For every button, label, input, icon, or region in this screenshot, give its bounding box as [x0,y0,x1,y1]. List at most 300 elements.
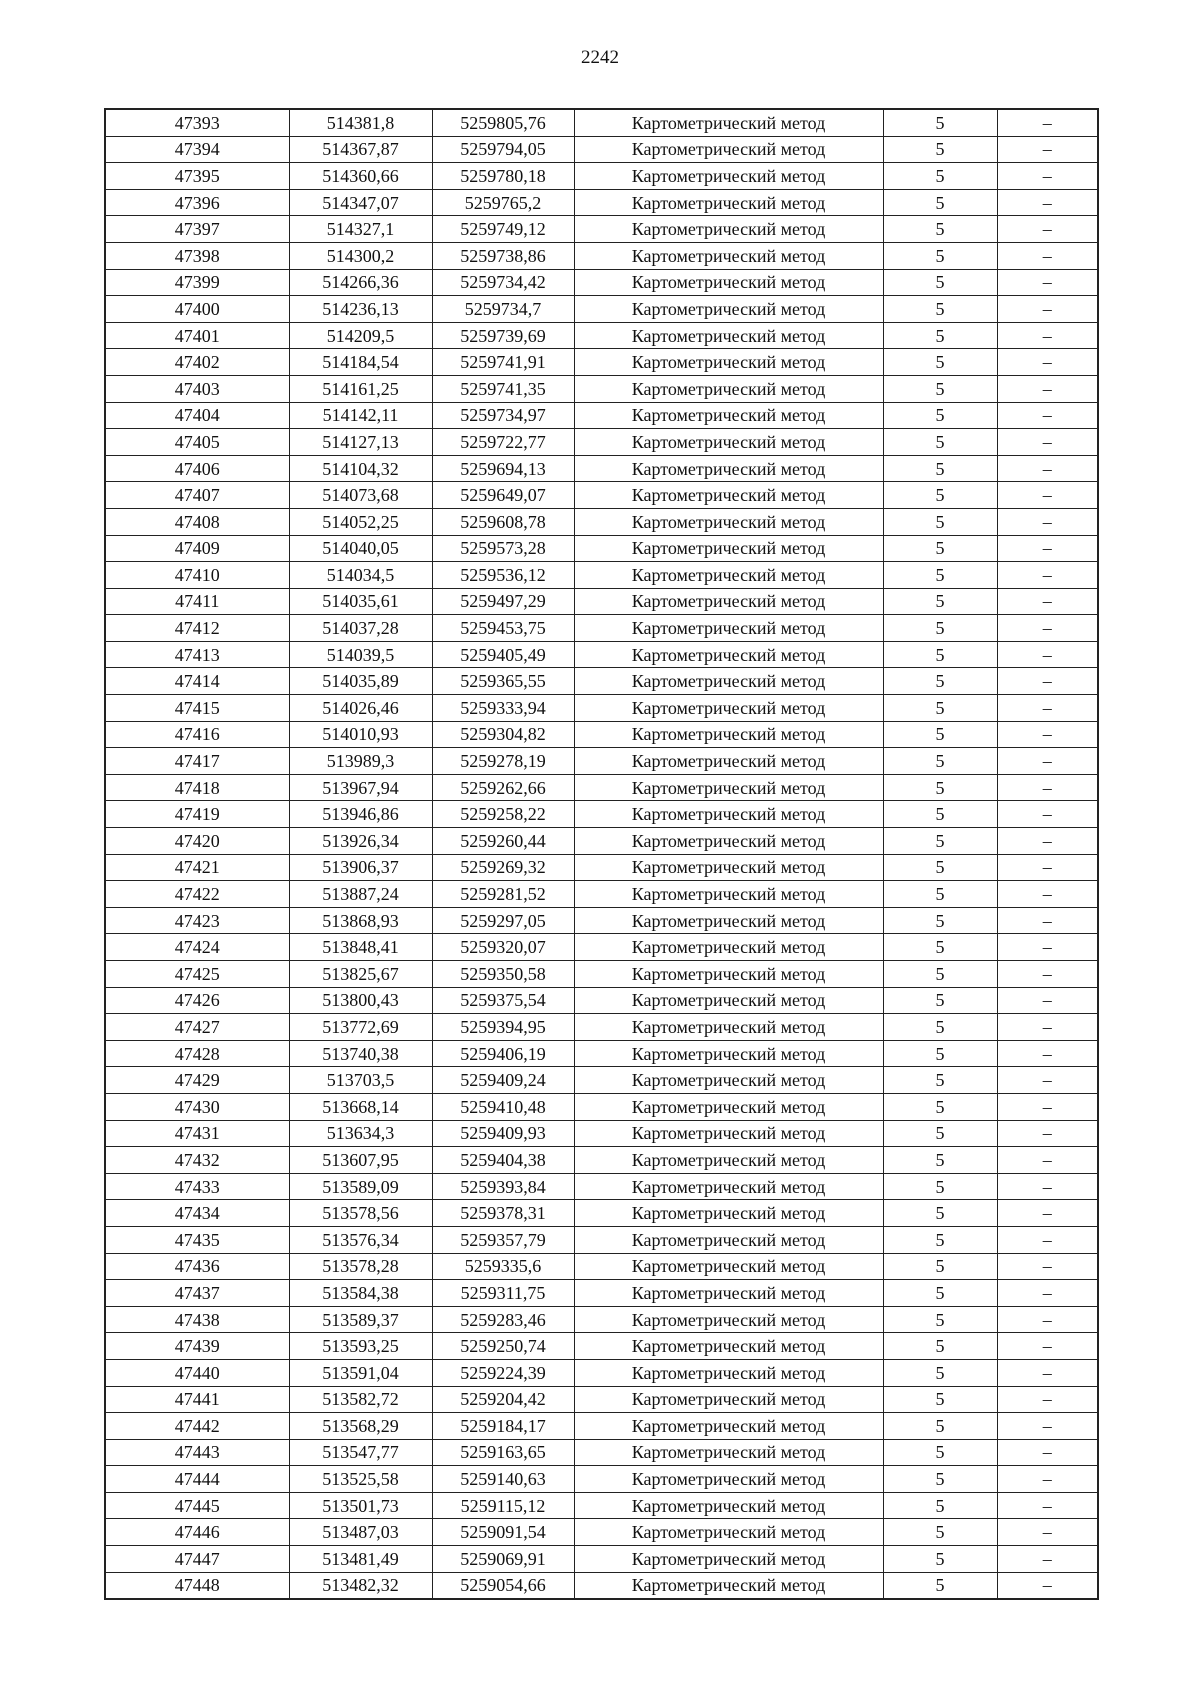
x-coordinate-cell: 514010,93 [289,721,432,748]
table-row [105,1466,1098,1493]
method-cell: Картометрический метод [574,402,883,429]
y-coordinate-cell: 5259278,19 [432,748,574,775]
note-cell: – [997,1546,1098,1573]
accuracy-cell: 5 [883,429,997,456]
y-coordinate-cell: 5259320,07 [432,934,574,961]
method-cell: Картометрический метод [574,189,883,216]
method-cell: Картометрический метод [574,1359,883,1386]
accuracy-cell: 5 [883,907,997,934]
note-cell: – [997,296,1098,323]
note-cell: – [997,1014,1098,1041]
y-coordinate-cell: 5259269,32 [432,854,574,881]
y-coordinate-cell: 5259738,86 [432,242,574,269]
method-cell: Картометрический метод [574,1253,883,1280]
note-cell: – [997,641,1098,668]
accuracy-cell: 5 [883,109,997,136]
x-coordinate-cell: 513525,58 [289,1466,432,1493]
accuracy-cell: 5 [883,1333,997,1360]
x-coordinate-cell: 514052,25 [289,508,432,535]
table-row [105,881,1098,908]
y-coordinate-cell: 5259260,44 [432,828,574,855]
page-number: 2242 [581,47,619,68]
point-number-cell: 47434 [105,1200,289,1227]
note-cell: – [997,189,1098,216]
table-body [105,109,1098,1599]
x-coordinate-cell: 514040,05 [289,535,432,562]
method-cell: Картометрический метод [574,907,883,934]
x-coordinate-cell: 513547,77 [289,1439,432,1466]
point-number-cell: 47396 [105,189,289,216]
table-row [105,455,1098,482]
point-number-cell: 47405 [105,429,289,456]
note-cell: – [997,588,1098,615]
y-coordinate-cell: 5259649,07 [432,482,574,509]
y-coordinate-cell: 5259115,12 [432,1492,574,1519]
accuracy-cell: 5 [883,774,997,801]
method-cell: Картометрический метод [574,854,883,881]
accuracy-cell: 5 [883,801,997,828]
table-row [105,588,1098,615]
note-cell: – [997,375,1098,402]
point-number-cell: 47399 [105,269,289,296]
method-cell: Картометрический метод [574,1572,883,1599]
point-number-cell: 47416 [105,721,289,748]
y-coordinate-cell: 5259357,79 [432,1226,574,1253]
note-cell: – [997,216,1098,243]
note-cell: – [997,429,1098,456]
table-row [105,1306,1098,1333]
table-row [105,136,1098,163]
point-number-cell: 47411 [105,588,289,615]
method-cell: Картометрический метод [574,1413,883,1440]
x-coordinate-cell: 513825,67 [289,961,432,988]
note-cell: – [997,1306,1098,1333]
note-cell: – [997,907,1098,934]
accuracy-cell: 5 [883,1359,997,1386]
method-cell: Картометрический метод [574,429,883,456]
y-coordinate-cell: 5259722,77 [432,429,574,456]
x-coordinate-cell: 513668,14 [289,1093,432,1120]
accuracy-cell: 5 [883,987,997,1014]
accuracy-cell: 5 [883,1147,997,1174]
point-number-cell: 47428 [105,1040,289,1067]
y-coordinate-cell: 5259184,17 [432,1413,574,1440]
x-coordinate-cell: 513926,34 [289,828,432,855]
accuracy-cell: 5 [883,1014,997,1041]
accuracy-cell: 5 [883,1519,997,1546]
note-cell: – [997,695,1098,722]
y-coordinate-cell: 5259281,52 [432,881,574,908]
method-cell: Картометрический метод [574,1147,883,1174]
accuracy-cell: 5 [883,828,997,855]
x-coordinate-cell: 514236,13 [289,296,432,323]
method-cell: Картометрический метод [574,242,883,269]
y-coordinate-cell: 5259258,22 [432,801,574,828]
table-row [105,1067,1098,1094]
accuracy-cell: 5 [883,508,997,535]
x-coordinate-cell: 514073,68 [289,482,432,509]
point-number-cell: 47445 [105,1492,289,1519]
table-row [105,1386,1098,1413]
note-cell: – [997,402,1098,429]
table-row [105,854,1098,881]
method-cell: Картометрический метод [574,748,883,775]
note-cell: – [997,987,1098,1014]
note-cell: – [997,1067,1098,1094]
method-cell: Картометрический метод [574,136,883,163]
x-coordinate-cell: 513887,24 [289,881,432,908]
accuracy-cell: 5 [883,934,997,961]
x-coordinate-cell: 513868,93 [289,907,432,934]
method-cell: Картометрический метод [574,774,883,801]
note-cell: – [997,562,1098,589]
method-cell: Картометрический метод [574,1306,883,1333]
method-cell: Картометрический метод [574,562,883,589]
y-coordinate-cell: 5259250,74 [432,1333,574,1360]
table-row [105,109,1098,136]
point-number-cell: 47401 [105,322,289,349]
note-cell: – [997,269,1098,296]
method-cell: Картометрический метод [574,828,883,855]
accuracy-cell: 5 [883,721,997,748]
note-cell: – [997,482,1098,509]
point-number-cell: 47423 [105,907,289,934]
accuracy-cell: 5 [883,189,997,216]
point-number-cell: 47410 [105,562,289,589]
point-number-cell: 47437 [105,1280,289,1307]
point-number-cell: 47433 [105,1173,289,1200]
note-cell: – [997,535,1098,562]
y-coordinate-cell: 5259297,05 [432,907,574,934]
accuracy-cell: 5 [883,1253,997,1280]
accuracy-cell: 5 [883,1173,997,1200]
table-row [105,429,1098,456]
y-coordinate-cell: 5259734,97 [432,402,574,429]
note-cell: – [997,1253,1098,1280]
table-row [105,1572,1098,1599]
method-cell: Картометрический метод [574,721,883,748]
method-cell: Картометрический метод [574,961,883,988]
table-row [105,668,1098,695]
table-row [105,1093,1098,1120]
accuracy-cell: 5 [883,1226,997,1253]
table-row [105,1546,1098,1573]
y-coordinate-cell: 5259497,29 [432,588,574,615]
accuracy-cell: 5 [883,375,997,402]
y-coordinate-cell: 5259375,54 [432,987,574,1014]
note-cell: – [997,242,1098,269]
method-cell: Картометрический метод [574,1040,883,1067]
accuracy-cell: 5 [883,242,997,269]
point-number-cell: 47394 [105,136,289,163]
table-row [105,1519,1098,1546]
y-coordinate-cell: 5259780,18 [432,163,574,190]
note-cell: – [997,961,1098,988]
point-number-cell: 47436 [105,1253,289,1280]
point-number-cell: 47408 [105,508,289,535]
method-cell: Картометрический метод [574,668,883,695]
point-number-cell: 47400 [105,296,289,323]
note-cell: – [997,1280,1098,1307]
x-coordinate-cell: 514266,36 [289,269,432,296]
x-coordinate-cell: 513740,38 [289,1040,432,1067]
note-cell: – [997,1439,1098,1466]
accuracy-cell: 5 [883,588,997,615]
x-coordinate-cell: 513578,56 [289,1200,432,1227]
accuracy-cell: 5 [883,748,997,775]
y-coordinate-cell: 5259405,49 [432,641,574,668]
table-row [105,774,1098,801]
note-cell: – [997,1120,1098,1147]
y-coordinate-cell: 5259404,38 [432,1147,574,1174]
note-cell: – [997,1572,1098,1599]
point-number-cell: 47441 [105,1386,289,1413]
y-coordinate-cell: 5259734,7 [432,296,574,323]
accuracy-cell: 5 [883,562,997,589]
point-number-cell: 47425 [105,961,289,988]
y-coordinate-cell: 5259091,54 [432,1519,574,1546]
point-number-cell: 47444 [105,1466,289,1493]
note-cell: – [997,828,1098,855]
accuracy-cell: 5 [883,1120,997,1147]
table-row [105,242,1098,269]
point-number-cell: 47438 [105,1306,289,1333]
point-number-cell: 47393 [105,109,289,136]
x-coordinate-cell: 513482,32 [289,1572,432,1599]
x-coordinate-cell: 514026,46 [289,695,432,722]
coordinates-table [104,108,1099,1600]
method-cell: Картометрический метод [574,1120,883,1147]
table-row [105,1280,1098,1307]
point-number-cell: 47403 [105,375,289,402]
table-row [105,615,1098,642]
note-cell: – [997,163,1098,190]
point-number-cell: 47432 [105,1147,289,1174]
y-coordinate-cell: 5259054,66 [432,1572,574,1599]
y-coordinate-cell: 5259394,95 [432,1014,574,1041]
y-coordinate-cell: 5259333,94 [432,695,574,722]
accuracy-cell: 5 [883,1386,997,1413]
point-number-cell: 47448 [105,1572,289,1599]
accuracy-cell: 5 [883,1466,997,1493]
point-number-cell: 47419 [105,801,289,828]
accuracy-cell: 5 [883,854,997,881]
table-row [105,269,1098,296]
note-cell: – [997,615,1098,642]
method-cell: Картометрический метод [574,375,883,402]
table-row [105,189,1098,216]
table-row [105,1492,1098,1519]
note-cell: – [997,1413,1098,1440]
point-number-cell: 47446 [105,1519,289,1546]
y-coordinate-cell: 5259453,75 [432,615,574,642]
table-row [105,1040,1098,1067]
table-row [105,801,1098,828]
accuracy-cell: 5 [883,216,997,243]
table-row [105,1200,1098,1227]
method-cell: Картометрический метод [574,1173,883,1200]
point-number-cell: 47397 [105,216,289,243]
note-cell: – [997,136,1098,163]
note-cell: – [997,668,1098,695]
x-coordinate-cell: 513946,86 [289,801,432,828]
accuracy-cell: 5 [883,1492,997,1519]
accuracy-cell: 5 [883,1280,997,1307]
y-coordinate-cell: 5259410,48 [432,1093,574,1120]
table-row [105,163,1098,190]
x-coordinate-cell: 513593,25 [289,1333,432,1360]
method-cell: Картометрический метод [574,482,883,509]
y-coordinate-cell: 5259409,24 [432,1067,574,1094]
accuracy-cell: 5 [883,535,997,562]
accuracy-cell: 5 [883,1413,997,1440]
note-cell: – [997,721,1098,748]
method-cell: Картометрический метод [574,801,883,828]
x-coordinate-cell: 514347,07 [289,189,432,216]
note-cell: – [997,1492,1098,1519]
method-cell: Картометрический метод [574,349,883,376]
x-coordinate-cell: 514035,89 [289,668,432,695]
table-row [105,562,1098,589]
x-coordinate-cell: 513967,94 [289,774,432,801]
method-cell: Картометрический метод [574,508,883,535]
note-cell: – [997,854,1098,881]
point-number-cell: 47407 [105,482,289,509]
accuracy-cell: 5 [883,296,997,323]
y-coordinate-cell: 5259741,35 [432,375,574,402]
x-coordinate-cell: 514360,66 [289,163,432,190]
accuracy-cell: 5 [883,1093,997,1120]
x-coordinate-cell: 514381,8 [289,109,432,136]
y-coordinate-cell: 5259262,66 [432,774,574,801]
accuracy-cell: 5 [883,641,997,668]
accuracy-cell: 5 [883,349,997,376]
method-cell: Картометрический метод [574,269,883,296]
point-number-cell: 47395 [105,163,289,190]
table-row [105,322,1098,349]
x-coordinate-cell: 514367,87 [289,136,432,163]
table-row [105,934,1098,961]
x-coordinate-cell: 513584,38 [289,1280,432,1307]
table-row [105,1120,1098,1147]
point-number-cell: 47418 [105,774,289,801]
x-coordinate-cell: 514039,5 [289,641,432,668]
point-number-cell: 47414 [105,668,289,695]
accuracy-cell: 5 [883,1306,997,1333]
point-number-cell: 47429 [105,1067,289,1094]
accuracy-cell: 5 [883,668,997,695]
table-row [105,349,1098,376]
method-cell: Картометрический метод [574,1439,883,1466]
method-cell: Картометрический метод [574,1200,883,1227]
method-cell: Картометрический метод [574,1014,883,1041]
accuracy-cell: 5 [883,402,997,429]
y-coordinate-cell: 5259765,2 [432,189,574,216]
y-coordinate-cell: 5259805,76 [432,109,574,136]
method-cell: Картометрический метод [574,695,883,722]
y-coordinate-cell: 5259224,39 [432,1359,574,1386]
method-cell: Картометрический метод [574,455,883,482]
method-cell: Картометрический метод [574,535,883,562]
y-coordinate-cell: 5259739,69 [432,322,574,349]
method-cell: Картометрический метод [574,615,883,642]
accuracy-cell: 5 [883,961,997,988]
note-cell: – [997,508,1098,535]
y-coordinate-cell: 5259204,42 [432,1386,574,1413]
method-cell: Картометрический метод [574,1280,883,1307]
method-cell: Картометрический метод [574,216,883,243]
accuracy-cell: 5 [883,1439,997,1466]
x-coordinate-cell: 513501,73 [289,1492,432,1519]
point-number-cell: 47447 [105,1546,289,1573]
note-cell: – [997,1359,1098,1386]
accuracy-cell: 5 [883,322,997,349]
note-cell: – [997,1147,1098,1174]
method-cell: Картометрический метод [574,881,883,908]
accuracy-cell: 5 [883,269,997,296]
note-cell: – [997,1333,1098,1360]
y-coordinate-cell: 5259393,84 [432,1173,574,1200]
x-coordinate-cell: 513703,5 [289,1067,432,1094]
x-coordinate-cell: 514161,25 [289,375,432,402]
method-cell: Картометрический метод [574,1466,883,1493]
point-number-cell: 47412 [105,615,289,642]
x-coordinate-cell: 514127,13 [289,429,432,456]
table-row [105,402,1098,429]
x-coordinate-cell: 514142,11 [289,402,432,429]
table-row [105,1439,1098,1466]
table-row [105,828,1098,855]
y-coordinate-cell: 5259573,28 [432,535,574,562]
note-cell: – [997,1466,1098,1493]
table-row [105,1253,1098,1280]
x-coordinate-cell: 513800,43 [289,987,432,1014]
note-cell: – [997,1386,1098,1413]
method-cell: Картометрический метод [574,1226,883,1253]
method-cell: Картометрический метод [574,1492,883,1519]
x-coordinate-cell: 514300,2 [289,242,432,269]
y-coordinate-cell: 5259069,91 [432,1546,574,1573]
point-number-cell: 47420 [105,828,289,855]
table-row [105,535,1098,562]
table-row [105,1359,1098,1386]
x-coordinate-cell: 513848,41 [289,934,432,961]
x-coordinate-cell: 513582,72 [289,1386,432,1413]
method-cell: Картометрический метод [574,322,883,349]
x-coordinate-cell: 513591,04 [289,1359,432,1386]
accuracy-cell: 5 [883,615,997,642]
x-coordinate-cell: 513589,09 [289,1173,432,1200]
x-coordinate-cell: 514034,5 [289,562,432,589]
note-cell: – [997,881,1098,908]
y-coordinate-cell: 5259749,12 [432,216,574,243]
accuracy-cell: 5 [883,1040,997,1067]
point-number-cell: 47443 [105,1439,289,1466]
x-coordinate-cell: 514037,28 [289,615,432,642]
x-coordinate-cell: 514104,32 [289,455,432,482]
y-coordinate-cell: 5259365,55 [432,668,574,695]
x-coordinate-cell: 513568,29 [289,1413,432,1440]
x-coordinate-cell: 513989,3 [289,748,432,775]
x-coordinate-cell: 513772,69 [289,1014,432,1041]
point-number-cell: 47442 [105,1413,289,1440]
method-cell: Картометрический метод [574,1067,883,1094]
table-row [105,907,1098,934]
method-cell: Картометрический метод [574,1546,883,1573]
point-number-cell: 47431 [105,1120,289,1147]
note-cell: – [997,1226,1098,1253]
note-cell: – [997,349,1098,376]
